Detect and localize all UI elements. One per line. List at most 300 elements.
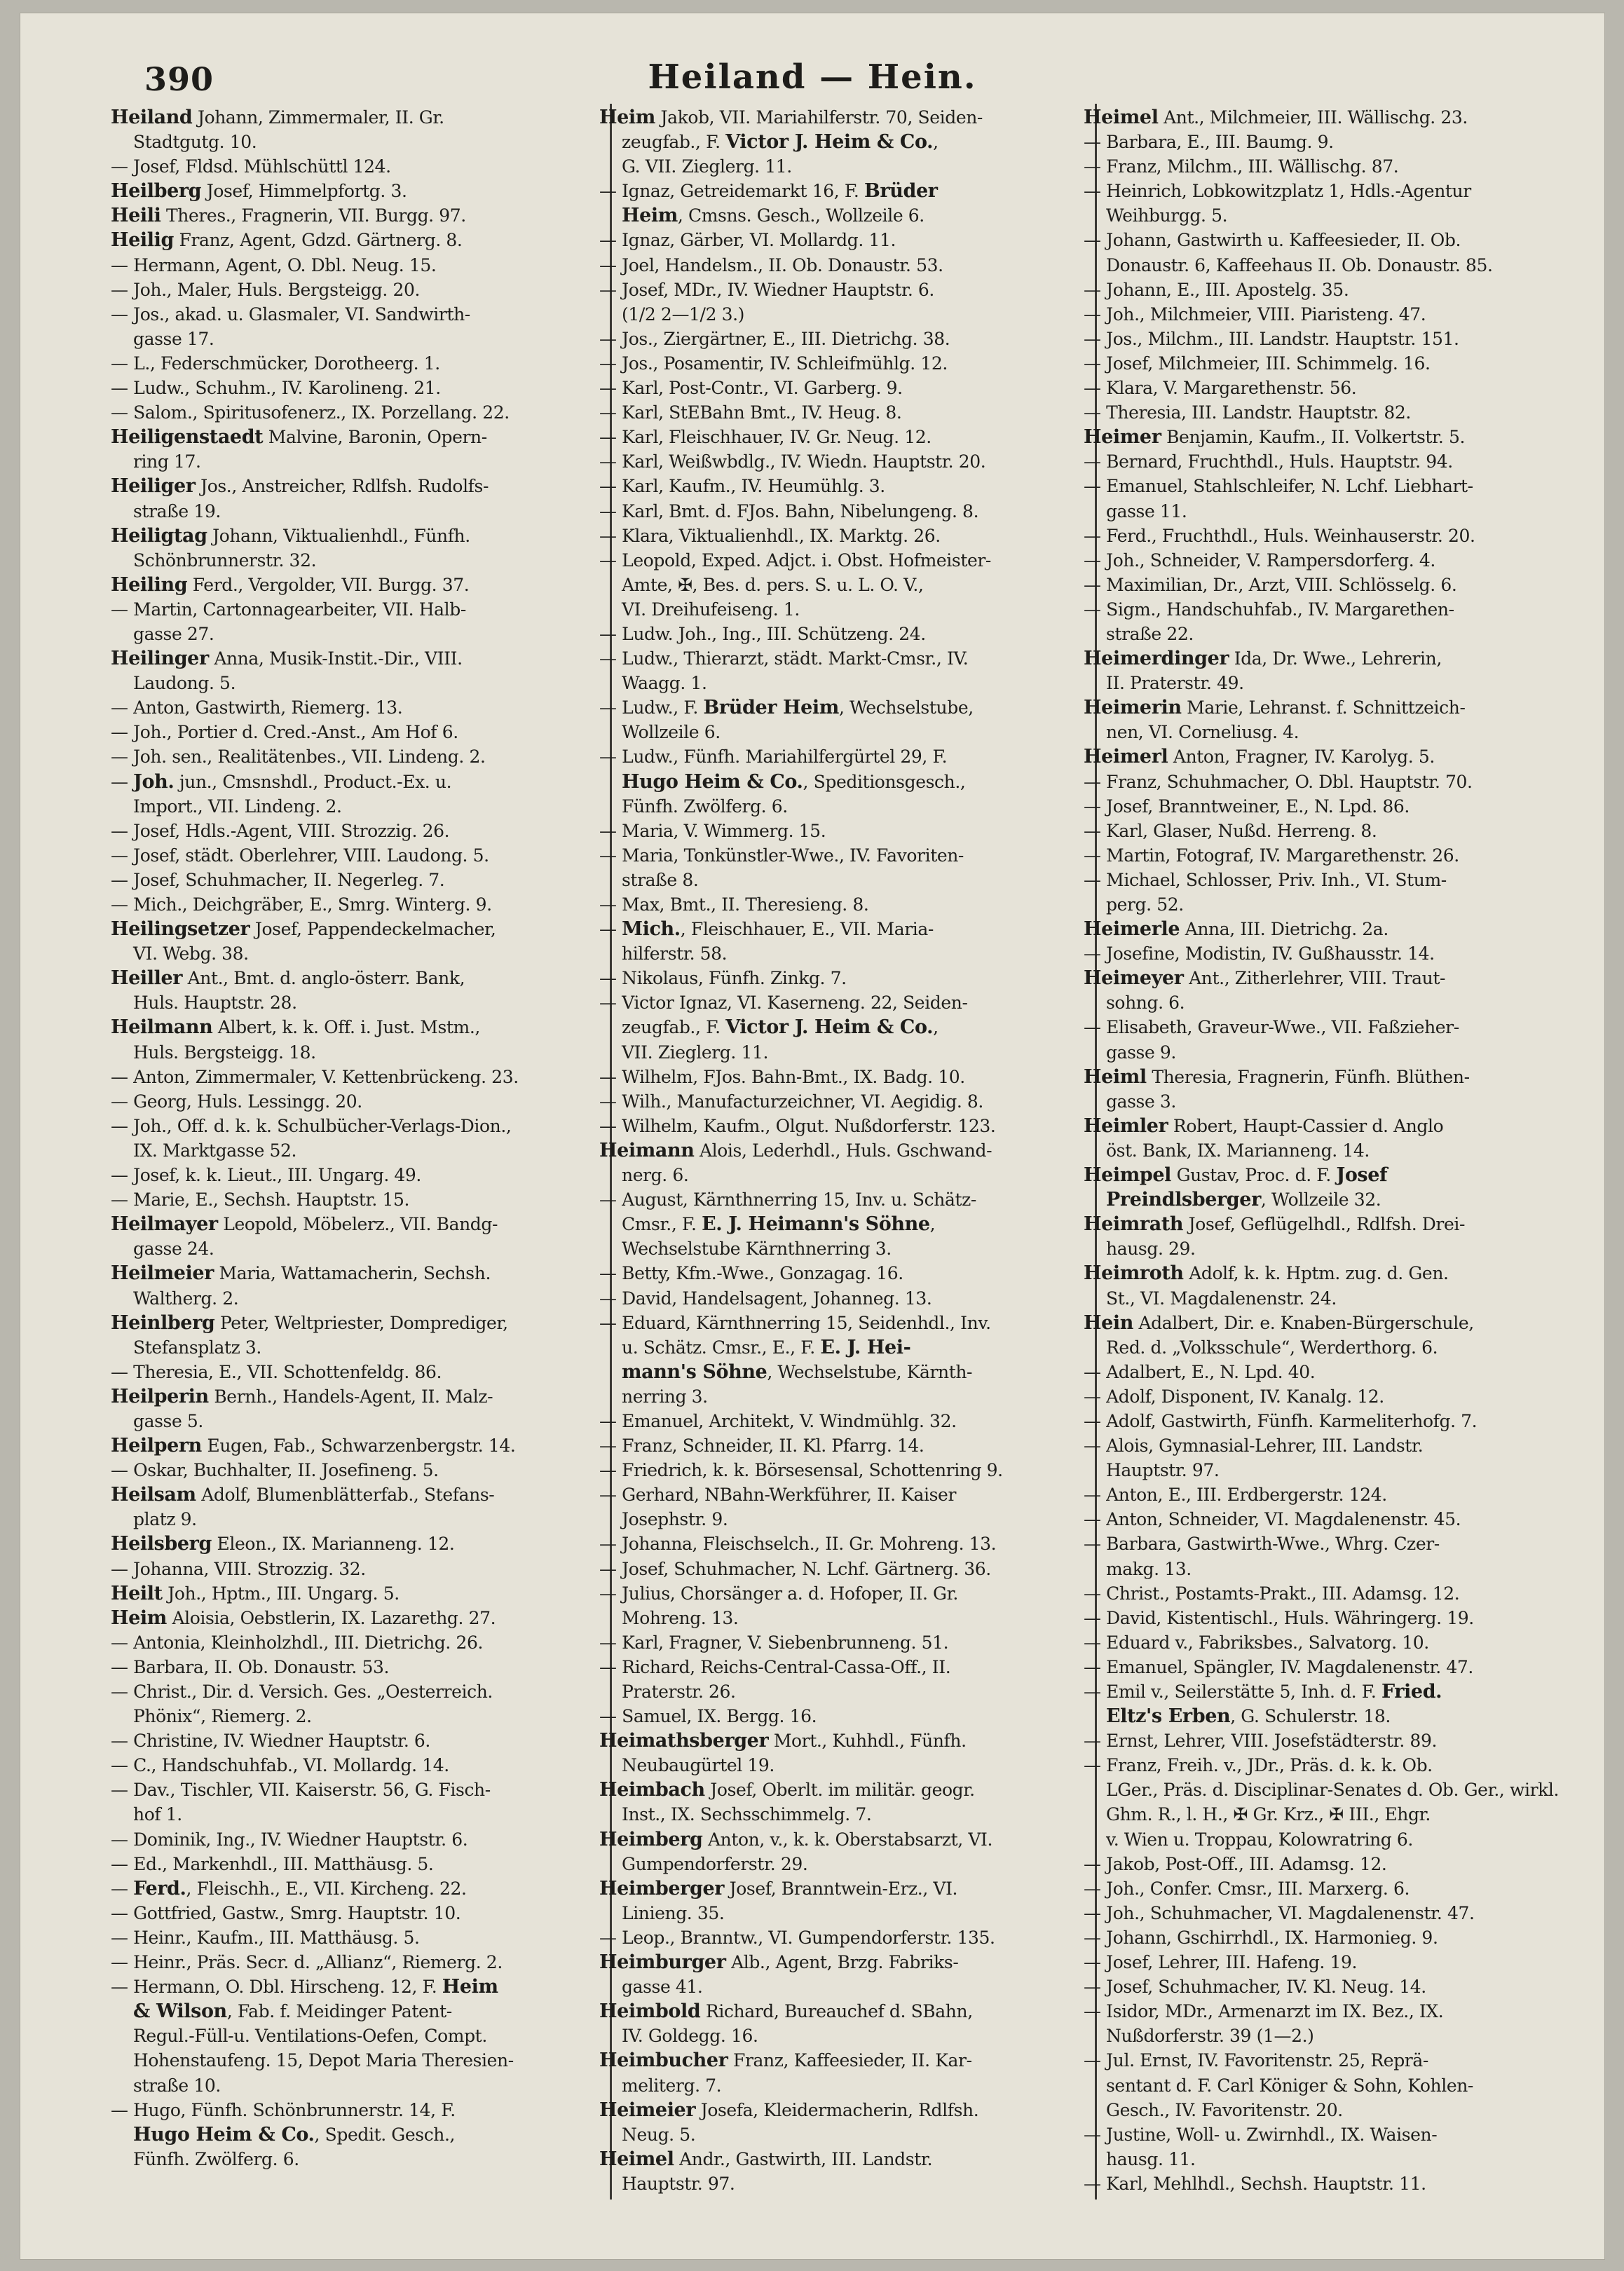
directory-line: Heimel Andr., Gastwirth, III. Landstr. [599, 2148, 933, 2170]
directory-line: Heimathsberger Mort., Kuhhdl., Fünfh. [599, 1730, 967, 1752]
directory-line: ring 17. [133, 451, 201, 472]
directory-line: Fünfh. Zwölferg. 6. [133, 2148, 299, 2169]
directory-line: — L., Federschmücker, Dorotheerg. 1. [111, 353, 440, 374]
directory-line: Heimpel Gustav, Proc. d. F. Josef [1084, 1164, 1388, 1187]
directory-line: VI. Webg. 38. [133, 943, 249, 964]
directory-line: nerring 3. [622, 1386, 708, 1407]
directory-line: — Klara, V. Margarethenstr. 56. [1084, 378, 1357, 399]
directory-line: — Dav., Tischler, VII. Kaiserstr. 56, G. Fisch- [111, 1780, 491, 1801]
directory-line: — Klara, Viktualienhdl., IX. Marktg. 26. [599, 525, 941, 546]
bold-name: Joh. [133, 770, 175, 793]
bold-name: Heimberger [599, 1877, 725, 1900]
directory-line: — Marie, E., Sechsh. Hauptstr. 15. [111, 1189, 410, 1210]
directory-line: mann's Söhne, Wechselstube, Kärnth- [622, 1360, 973, 1383]
directory-line: Heilsberg Eleon., IX. Marianneng. 12. [111, 1533, 455, 1555]
bold-name: Heimerin [1084, 697, 1182, 719]
directory-line: — Emanuel, Spängler, IV. Magdalenenstr. 47. [1084, 1656, 1473, 1677]
directory-line: Heimann Alois, Lederhdl., Huls. Gschwand- [599, 1139, 992, 1161]
directory-line: — Samuel, IX. Bergg. 16. [599, 1706, 817, 1727]
directory-line: — Ed., Markenhdl., III. Matthäusg. 5. [111, 1853, 434, 1874]
directory-line: gasse 17. [133, 328, 214, 349]
directory-line: hausg. 29. [1106, 1239, 1196, 1260]
directory-line: Wollzeile 6. [622, 722, 721, 743]
directory-line: Heimberg Anton, v., k. k. Oberstabsarzt, VI. [599, 1828, 993, 1850]
directory-line: II. Praterstr. 49. [1106, 673, 1244, 694]
directory-line: — Franz, Schneider, II. Kl. Pfarrg. 14. [599, 1435, 924, 1457]
bold-name: Heilpern [111, 1435, 202, 1457]
directory-line: — August, Kärnthnerring 15, Inv. u. Schätz- [599, 1189, 976, 1210]
bold-name: Heimerle [1084, 918, 1180, 941]
directory-line: — Gottfried, Gastw., Smrg. Hauptstr. 10. [111, 1902, 461, 1923]
directory-line: Heili Theres., Fragnerin, VII. Burgg. 97. [111, 205, 466, 227]
directory-line: — Barbara, Gastwirth-Wwe., Whrg. Czer- [1084, 1534, 1440, 1555]
directory-line: perg. 52. [1106, 894, 1184, 915]
directory-line: — Gerhard, NBahn-Werkführer, II. Kaiser [599, 1485, 956, 1506]
directory-line: — Josef, MDr., IV. Wiedner Hauptstr. 6. [599, 279, 934, 300]
directory-line: Heinlberg Peter, Weltpriester, Domprediger, [111, 1311, 508, 1334]
bold-name: Heilperin [111, 1385, 209, 1407]
directory-line: — Jos., akad. u. Glasmaler, VI. Sandwirth- [111, 304, 470, 325]
directory-line: Laudong. 5. [133, 673, 236, 694]
directory-line: — Jos., Posamentir, IV. Schleifmühlg. 12. [599, 353, 948, 374]
bold-name: Heiller [111, 967, 183, 990]
directory-line: — Franz, Milchm., III. Wällischg. 87. [1084, 156, 1399, 177]
directory-line: — Anton, Schneider, VI. Magdalenenstr. 45. [1084, 1509, 1461, 1530]
directory-line: — Betty, Kfm.-Wwe., Gonzagag. 16. [599, 1263, 903, 1284]
directory-line: — Joh. sen., Realitätenbes., VII. Lindeng. 2. [111, 746, 486, 768]
directory-line: — Josef, Lehrer, III. Hafeng. 19. [1084, 1952, 1358, 1973]
directory-line: Hugo Heim & Co., Speditionsgesch., [622, 770, 966, 793]
directory-line: — Karl, Kaufm., IV. Heumühlg. 3. [599, 476, 885, 497]
directory-line: LGer., Präs. d. Disciplinar-Senates d. Ob. Ger., wirkl. [1106, 1780, 1560, 1801]
directory-line: — Elisabeth, Graveur-Wwe., VII. Faßzieher- [1084, 1017, 1459, 1038]
directory-line: Ghm. R., l. H., ✠ Gr. Krz., ✠ III., Ehgr. [1106, 1804, 1431, 1825]
directory-line: VI. Dreihufeiseng. 1. [622, 599, 800, 620]
directory-line: — Heinr., Kaufm., III. Matthäusg. 5. [111, 1927, 420, 1948]
directory-line: Import., VII. Lindeng. 2. [133, 796, 342, 817]
directory-line: — Christine, IV. Wiedner Hauptstr. 6. [111, 1731, 430, 1752]
directory-line: — Maria, Tonkünstler-Wwe., IV. Favoriten- [599, 845, 964, 866]
bold-name: Hugo Heim & Co. [622, 770, 803, 793]
directory-line: Heimrath Josef, Geflügelhdl., Rdlfsh. Drei- [1084, 1213, 1466, 1236]
directory-line: — Joh., Maler, Huls. Bergsteigg. 20. [111, 279, 421, 300]
directory-line: — Theresia, E., VII. Schottenfeldg. 86. [111, 1361, 442, 1382]
directory-line: Heiligtag Johann, Viktualienhdl., Fünfh. [111, 524, 470, 547]
directory-line: Heiland Johann, Zimmermaler, II. Gr. [111, 107, 444, 128]
bold-name: Heimpel [1084, 1164, 1172, 1187]
directory-line: — Antonia, Kleinholzhdl., III. Dietrichg. 26. [111, 1632, 484, 1653]
directory-line: — Christ., Dir. d. Versich. Ges. „Oesterreich. [111, 1682, 493, 1702]
directory-line: — Ludw., Fünfh. Mariahilfergürtel 29, F. [599, 746, 948, 768]
directory-line: — Leop., Branntw., VI. Gumpendorferstr. 135. [599, 1927, 995, 1948]
column-2 [599, 105, 1097, 2197]
directory-line: gasse 5. [133, 1410, 203, 1431]
directory-line: — Ludw. Joh., Ing., III. Schützeng. 24. [599, 623, 926, 644]
directory-line: makg. 13. [1106, 1558, 1192, 1579]
bold-name: Heimerdinger [1084, 648, 1229, 670]
directory-line: Heimerin Marie, Lehranst. f. Schnittzeich- [1084, 697, 1466, 719]
directory-line: — Hugo, Fünfh. Schönbrunnerstr. 14, F. [111, 2099, 456, 2120]
directory-line: — Emanuel, Architekt, V. Windmühlg. 32. [599, 1410, 957, 1431]
directory-line: sohng. 6. [1106, 993, 1185, 1014]
directory-line: — Emil v., Seilerstätte 5, Inh. d. F. Fried. [1084, 1681, 1442, 1703]
directory-line: Neubaugürtel 19. [622, 1755, 775, 1776]
directory-line: Heiligenstaedt Malvine, Baronin, Opern- [111, 426, 487, 449]
directory-line: Schönbrunnerstr. 32. [133, 550, 317, 571]
directory-line: & Wilson, Fab. f. Meidinger Patent- [133, 2000, 452, 2023]
directory-line: Eltz's Erben, G. Schulerstr. 18. [1106, 1705, 1391, 1728]
directory-line: — Karl, Post-Contr., VI. Garberg. 9. [599, 378, 903, 399]
directory-line: — Franz, Freih. v., JDr., Präs. d. k. k. Ob. [1084, 1755, 1433, 1776]
bold-name: Heimeyer [1084, 967, 1184, 990]
directory-line: — Dominik, Ing., IV. Wiedner Hauptstr. 6. [111, 1829, 468, 1850]
directory-line: nen, VI. Corneliusg. 4. [1106, 722, 1299, 743]
directory-line: Heilmayer Leopold, Möbelerz., VII. Bandg- [111, 1213, 498, 1236]
bold-name: Heimbucher [599, 2050, 728, 2072]
bold-name: Heilmeier [111, 1262, 214, 1285]
column-3 [1084, 105, 1571, 2197]
bold-name: E. J. Heimann's Söhne [702, 1213, 930, 1236]
directory-line: — Joh., Milchmeier, VIII. Piaristeng. 47. [1084, 304, 1426, 325]
directory-line: — Nikolaus, Fünfh. Zinkg. 7. [599, 968, 847, 989]
directory-line: Hohenstaufeng. 15, Depot Maria Theresien- [133, 2050, 514, 2071]
directory-line: Amte, ✠, Bes. d. pers. S. u. L. O. V., [622, 574, 924, 595]
directory-line: straße 10. [133, 2075, 221, 2096]
directory-line: Neug. 5. [622, 2124, 696, 2145]
directory-line: Cmsr., F. E. J. Heimann's Söhne, [622, 1213, 936, 1236]
directory-line: — Bernard, Fruchthdl., Huls. Hauptstr. 94. [1084, 451, 1453, 472]
directory-line: gasse 24. [133, 1239, 214, 1260]
directory-line: Heiller Ant., Bmt. d. anglo-österr. Bank, [111, 967, 465, 990]
directory-line: Heilt Joh., Hptm., III. Ungarg. 5. [111, 1582, 400, 1604]
running-title: Heiland — Hein. [648, 57, 977, 97]
directory-line: — Jos., Ziergärtner, E., III. Dietrichg. 38. [599, 328, 950, 349]
directory-line: — Martin, Fotograf, IV. Margarethenstr. 26. [1084, 845, 1459, 866]
directory-line: — Ferd., Fleischh., E., VII. Kircheng. 22. [111, 1877, 467, 1900]
directory-line: — Mich., Fleischhauer, E., VII. Maria- [599, 918, 934, 941]
directory-line: — Jakob, Post-Off., III. Adamsg. 12. [1084, 1853, 1387, 1874]
directory-line: — David, Kistentischl., Huls. Währingerg. 19. [1084, 1607, 1474, 1628]
directory-line: — Josef, Hdls.-Agent, VIII. Strozzig. 26. [111, 820, 450, 841]
directory-line: — Maximilian, Dr., Arzt, VIII. Schlösselg. 6. [1084, 574, 1457, 595]
directory-line: — Ludw., Schuhm., IV. Karolineng. 21. [111, 378, 441, 399]
directory-line: — Josef, Fldsd. Mühlschüttl 124. [111, 156, 391, 177]
directory-line: — Isidor, MDr., Armenarzt im IX. Bez., IX. [1084, 2001, 1444, 2022]
directory-line: — Josef, Schuhmacher, IV. Kl. Neug. 14. [1084, 1977, 1426, 1998]
bold-name: Heilinger [111, 648, 209, 670]
directory-line: hof 1. [133, 1804, 182, 1825]
directory-line: Hauptstr. 97. [622, 2173, 735, 2194]
bold-name: Heimbold [599, 2000, 701, 2023]
bold-name: Preindlsberger [1106, 1189, 1261, 1211]
directory-line: — Johann, Gschirrhdl., IX. Harmonieg. 9. [1084, 1927, 1438, 1948]
bold-name: Heimerl [1084, 746, 1168, 768]
bold-name: Heiliger [111, 475, 196, 498]
bold-name: Heimbach [599, 1779, 705, 1801]
directory-line: — Anton, Zimmermaler, V. Kettenbrückeng. 23. [111, 1066, 519, 1087]
directory-line: — Justine, Woll- u. Zwirnhdl., IX. Waisen- [1084, 2124, 1438, 2145]
directory-line: Heilingsetzer Josef, Pappendeckelmacher, [111, 918, 496, 941]
directory-line: — Ernst, Lehrer, VIII. Josefstädterstr. 89. [1084, 1731, 1437, 1752]
directory-line: — Joh., Confer. Cmsr., III. Marxerg. 6. [1084, 1878, 1410, 1899]
directory-line: hausg. 11. [1106, 2148, 1196, 2169]
directory-line: — Richard, Reichs-Central-Cassa-Off., II. [599, 1656, 951, 1677]
directory-line: Stadtgutg. 10. [133, 132, 257, 153]
bold-name: Heilsberg [111, 1533, 212, 1555]
directory-line: Josephstr. 9. [622, 1509, 728, 1530]
directory-line: Heimbucher Franz, Kaffeesieder, II. Kar- [599, 2050, 972, 2072]
directory-line: platz 9. [133, 1509, 197, 1530]
bold-name: Hugo Heim & Co. [133, 2123, 315, 2146]
directory-line: (1/2 2—1/2 3.) [622, 304, 745, 325]
directory-line: Weihburgg. 5. [1106, 205, 1228, 226]
directory-line: Heimer Benjamin, Kaufm., II. Volkertstr. 5. [1084, 426, 1465, 449]
bold-name: Fried. [1381, 1681, 1442, 1703]
bold-name: Heiligtag [111, 524, 207, 547]
directory-line: Heilig Franz, Agent, Gdzd. Gärtnerg. 8. [111, 229, 463, 252]
directory-line: G. VII. Zieglerg. 11. [622, 156, 792, 177]
directory-line: — David, Handelsagent, Johanneg. 13. [599, 1288, 932, 1309]
directory-line: — Sigm., Handschuhfab., IV. Margarethen- [1084, 599, 1454, 620]
directory-line: — Eduard v., Fabriksbes., Salvatorg. 10. [1084, 1632, 1429, 1653]
bold-name: Brüder Heim [703, 697, 839, 719]
directory-line: — Josef, Schuhmacher, N. Lchf. Gärtnerg. 36. [599, 1558, 991, 1579]
directory-line: straße 8. [622, 869, 699, 890]
directory-line: — Leopold, Exped. Adjct. i. Obst. Hofmeister- [599, 550, 991, 571]
directory-line: v. Wien u. Troppau, Kolowratring 6. [1106, 1829, 1413, 1850]
directory-line: Heilpern Eugen, Fab., Schwarzenbergstr. 14. [111, 1435, 516, 1457]
directory-line: — Wilh., Manufacturzeichner, VI. Aegidig. 8. [599, 1091, 983, 1112]
directory-line: Heimbold Richard, Bureauchef d. SBahn, [599, 2000, 973, 2023]
directory-line: Heimel Ant., Milchmeier, III. Wällischg. 23. [1084, 107, 1468, 128]
directory-line: Heimbach Josef, Oberlt. im militär. geogr. [599, 1779, 975, 1801]
directory-line: — Wilhelm, FJos. Bahn-Bmt., IX. Badg. 10. [599, 1066, 965, 1087]
bold-name: Heimel [599, 2148, 674, 2170]
directory-line: — Josef, Milchmeier, III. Schimmelg. 16. [1084, 353, 1431, 374]
directory-line: Donaustr. 6, Kaffeehaus II. Ob. Donaustr. 85. [1106, 254, 1493, 275]
directory-line: Praterstr. 26. [622, 1682, 736, 1702]
directory-line: — Friedrich, k. k. Börsesensal, Schottenring 9. [599, 1460, 1003, 1481]
directory-line: — Maria, V. Wimmerg. 15. [599, 820, 826, 841]
directory-line: Heimerl Anton, Fragner, IV. Karolyg. 5. [1084, 746, 1435, 768]
bold-name: Heimler [1084, 1114, 1168, 1137]
directory-line: Hauptstr. 97. [1106, 1460, 1220, 1481]
bold-name: Heim [111, 1607, 167, 1629]
bold-name: Heimer [1084, 426, 1161, 449]
bold-name: Victor J. Heim & Co. [725, 1016, 934, 1039]
bold-name: Ferd. [133, 1877, 186, 1900]
bold-name: Heimberg [599, 1828, 703, 1850]
bold-name: Heilmann [111, 1016, 213, 1039]
directory-line: Heilinger Anna, Musik-Instit.-Dir., VIII. [111, 648, 463, 670]
directory-line: — Hermann, O. Dbl. Hirscheng. 12, F. Heim [111, 1976, 498, 1998]
directory-line: — Joh., Portier d. Cred.-Anst., Am Hof 6. [111, 722, 458, 743]
directory-line: Huls. Bergsteigg. 18. [133, 1042, 316, 1063]
directory-line: — Joh., Off. d. k. k. Schulbücher-Verlags-Dion., [111, 1115, 512, 1136]
column-1 [111, 105, 612, 2197]
directory-line: — Karl, Bmt. d. FJos. Bahn, Nibelungeng. 8. [599, 500, 979, 521]
directory-line: — Ludw., Thierarzt, städt. Markt-Cmsr., IV. [599, 648, 969, 669]
directory-line: — Adolf, Gastwirth, Fünfh. Karmeliterhofg. 7. [1084, 1410, 1478, 1431]
directory-line: — Heinrich, Lobkowitzplatz 1, Hdls.-Agentur [1084, 181, 1471, 202]
bold-name: Victor J. Heim & Co. [725, 131, 934, 154]
directory-line: — Joel, Handelsm., II. Ob. Donaustr. 53. [599, 254, 943, 275]
directory-line: gasse 9. [1106, 1042, 1176, 1063]
directory-line: Red. d. „Volksschule“, Werderthorg. 6. [1106, 1337, 1438, 1358]
bold-name: Heim [599, 107, 655, 128]
directory-line: — Jos., Milchm., III. Landstr. Hauptstr. 151. [1084, 328, 1459, 349]
bold-name: Heiling [111, 573, 188, 596]
directory-line: — Eduard, Kärnthnerring 15, Seidenhdl., Inv. [599, 1312, 991, 1333]
bold-name: Heimroth [1084, 1262, 1184, 1285]
page-number: 390 [144, 60, 214, 98]
directory-line: Waltherg. 2. [133, 1288, 239, 1309]
directory-line: — Heinr., Präs. Secr. d. „Allianz“, Riemerg. 2. [111, 1952, 503, 1973]
bold-name: Mich. [622, 918, 681, 941]
directory-line: — Johanna, VIII. Strozzig. 32. [111, 1558, 366, 1579]
bold-name: & Wilson [133, 2000, 227, 2023]
bold-name: Heilt [111, 1582, 163, 1604]
directory-line: — Josef, k. k. Lieut., III. Ungarg. 49. [111, 1165, 421, 1186]
directory-line: — Josef, Schuhmacher, II. Negerleg. 7. [111, 869, 445, 890]
directory-line: — Michael, Schlosser, Priv. Inh., VI. Stum- [1084, 869, 1447, 890]
directory-line: — Karl, Fragner, V. Siebenbrunneng. 51. [599, 1632, 949, 1653]
bold-name: E. J. Hei- [820, 1336, 911, 1358]
directory-line: — C., Handschuhfab., VI. Mollardg. 14. [111, 1755, 449, 1776]
directory-line: — Emanuel, Stahlschleifer, N. Lchf. Liebhart- [1084, 476, 1473, 497]
directory-line: Stefansplatz 3. [133, 1337, 261, 1358]
directory-line: — Barbara, E., III. Baumg. 9. [1084, 132, 1334, 153]
bold-name: Heimeier [599, 2099, 696, 2121]
directory-line: — Franz, Schuhmacher, O. Dbl. Hauptstr. 70. [1084, 771, 1473, 792]
directory-line: Heim Aloisia, Oebstlerin, IX. Lazarethg. 27. [111, 1607, 496, 1629]
directory-line: Wechselstube Kärnthnerring 3. [622, 1239, 892, 1260]
directory-line: sentant d. F. Carl Königer & Sohn, Kohlen- [1106, 2075, 1473, 2096]
bold-name: Heimel [1084, 107, 1159, 128]
directory-line: Heimeier Josefa, Kleidermacherin, Rdlfsh. [599, 2099, 979, 2121]
directory-line: Gumpendorferstr. 29. [622, 1853, 808, 1874]
directory-line: — Barbara, II. Ob. Donaustr. 53. [111, 1656, 390, 1677]
directory-line: Hugo Heim & Co., Spedit. Gesch., [133, 2123, 456, 2146]
directory-line: — Joh. jun., Cmsnshdl., Product.-Ex. u. [111, 770, 452, 793]
directory-line: gasse 3. [1106, 1091, 1176, 1112]
bold-name: Heiligenstaedt [111, 426, 264, 449]
directory-line: — Karl, Glaser, Nußd. Herreng. 8. [1084, 820, 1377, 841]
directory-line: Linieng. 35. [622, 1902, 725, 1923]
directory-line: — Alois, Gymnasial-Lehrer, III. Landstr. [1084, 1435, 1424, 1457]
directory-line: straße 19. [133, 500, 221, 521]
directory-line: — Adolf, Disponent, IV. Kanalg. 12. [1084, 1386, 1384, 1407]
directory-line: IX. Marktgasse 52. [133, 1140, 297, 1161]
directory-line: gasse 27. [133, 623, 214, 644]
directory-line: — Karl, Weißwbdlg., IV. Wiedn. Hauptstr. 20. [599, 451, 986, 472]
directory-line: gasse 11. [1106, 500, 1187, 521]
directory-line: — Karl, Fleischhauer, IV. Gr. Neug. 12. [599, 427, 932, 448]
directory-line: Heilmann Albert, k. k. Off. i. Just. Mstm., [111, 1016, 480, 1039]
bold-name: Josef [1336, 1164, 1388, 1187]
directory-line: — Johann, Gastwirth u. Kaffeesieder, II. Ob. [1084, 230, 1461, 251]
bold-name: Heiland [111, 107, 193, 128]
bold-name: Heili [111, 205, 161, 227]
directory-line: u. Schätz. Cmsr., E., F. E. J. Hei- [622, 1336, 911, 1358]
bold-name: Heiml [1084, 1065, 1147, 1088]
directory-line: — Joh., Schneider, V. Rampersdorferg. 4. [1084, 550, 1435, 571]
directory-line: Heilmeier Maria, Wattamacherin, Sechsh. [111, 1262, 491, 1285]
directory-line: Heim, Cmsns. Gesch., Wollzeile 6. [622, 205, 924, 227]
directory-line: Regul.-Füll-u. Ventilations-Oefen, Compt. [133, 2026, 487, 2047]
bold-name: Heilig [111, 229, 174, 252]
directory-line: Huls. Hauptstr. 28. [133, 993, 297, 1014]
directory-line: — Jul. Ernst, IV. Favoritenstr. 25, Reprä- [1084, 2050, 1428, 2071]
directory-line: — Johanna, Fleischselch., II. Gr. Mohreng. 13. [599, 1534, 997, 1555]
directory-line: — Ferd., Fruchthdl., Huls. Weinhauserstr. 20. [1084, 525, 1475, 546]
directory-line: hilferstr. 58. [622, 943, 728, 964]
directory-line: Heilperin Bernh., Handels-Agent, II. Malz- [111, 1385, 493, 1407]
directory-line: VII. Zieglerg. 11. [622, 1042, 769, 1063]
directory-line: Heimberger Josef, Branntwein-Erz., VI. [599, 1877, 958, 1900]
bold-name: mann's Söhne [622, 1360, 767, 1383]
directory-line: Hein Adalbert, Dir. e. Knaben-Bürgerschule, [1084, 1311, 1474, 1334]
directory-line: — Mich., Deichgräber, E., Smrg. Winterg. 9. [111, 894, 492, 915]
directory-line: Heiling Ferd., Vergolder, VII. Burgg. 37. [111, 573, 470, 596]
directory-line: — Johann, E., III. Apostelg. 35. [1084, 279, 1349, 300]
directory-line: zeugfab., F. Victor J. Heim & Co., [622, 1016, 939, 1039]
bold-name: Heilberg [111, 180, 202, 203]
bold-name: Hein [1084, 1311, 1133, 1334]
directory-line: — Oskar, Buchhalter, II. Josefineng. 5. [111, 1460, 439, 1481]
directory-line: Heiliger Jos., Anstreicher, Rdlfsh. Rudolfs- [111, 475, 489, 498]
directory-line: — Karl, Mehlhdl., Sechsh. Hauptstr. 11. [1084, 2173, 1426, 2194]
directory-line: Heimroth Adolf, k. k. Hptm. zug. d. Gen. [1084, 1262, 1449, 1285]
directory-line: — Anton, E., III. Erdbergerstr. 124. [1084, 1485, 1387, 1506]
bold-name: Heimann [599, 1139, 695, 1161]
directory-line: — Anton, Gastwirth, Riemerg. 13. [111, 697, 403, 718]
directory-line: Heimburger Alb., Agent, Brzg. Fabriks- [599, 1951, 959, 1974]
directory-line: — Ignaz, Gärber, VI. Mollardg. 11. [599, 230, 896, 251]
directory-line: — Victor Ignaz, VI. Kaserneng. 22, Seiden- [599, 993, 968, 1014]
bold-name: Heinlberg [111, 1311, 215, 1334]
bold-name: Heimathsberger [599, 1730, 769, 1752]
directory-line: meliterg. 7. [622, 2075, 722, 2096]
bold-name: Heim [442, 1976, 498, 1998]
directory-line: IV. Goldegg. 16. [622, 2026, 758, 2047]
directory-line: Heimerdinger Ida, Dr. Wwe., Lehrerin, [1084, 648, 1442, 670]
directory-line: — Max, Bmt., II. Theresieng. 8. [599, 894, 869, 915]
directory-line: straße 22. [1106, 623, 1194, 644]
directory-line: Preindlsberger, Wollzeile 32. [1106, 1189, 1381, 1211]
directory-line: Phönix“, Riemerg. 2. [133, 1706, 312, 1727]
directory-line: Heimler Robert, Haupt-Cassier d. Anglo [1084, 1114, 1444, 1137]
directory-line: St., VI. Magdalenenstr. 24. [1106, 1288, 1337, 1309]
directory-line: — Wilhelm, Kaufm., Olgut. Nußdorferstr. 123. [599, 1115, 996, 1136]
directory-line: Fünfh. Zwölferg. 6. [622, 796, 788, 817]
directory-line: Heilberg Josef, Himmelpfortg. 3. [111, 180, 407, 203]
directory-line: gasse 41. [622, 1977, 703, 1998]
directory-line: Heimerle Anna, III. Dietrichg. 2a. [1084, 918, 1388, 941]
bold-name: Heimburger [599, 1951, 726, 1974]
directory-line: Heilsam Adolf, Blumenblätterfab., Stefans- [111, 1484, 495, 1506]
directory-line: — Hermann, Agent, O. Dbl. Neug. 15. [111, 254, 437, 275]
directory-line: Heiml Theresia, Fragnerin, Fünfh. Blüthen- [1084, 1065, 1470, 1088]
directory-line: Heim Jakob, VII. Mariahilferstr. 70, Seiden- [599, 107, 983, 128]
directory-line: Gesch., IV. Favoritenstr. 20. [1106, 2099, 1343, 2120]
directory-line: zeugfab., F. Victor J. Heim & Co., [622, 131, 939, 154]
bold-name: Heilmayer [111, 1213, 218, 1236]
directory-line: nerg. 6. [622, 1165, 689, 1186]
directory-line: — Georg, Huls. Lessingg. 20. [111, 1091, 362, 1112]
bold-name: Heilingsetzer [111, 918, 250, 941]
directory-line: — Adalbert, E., N. Lpd. 40. [1084, 1361, 1316, 1382]
